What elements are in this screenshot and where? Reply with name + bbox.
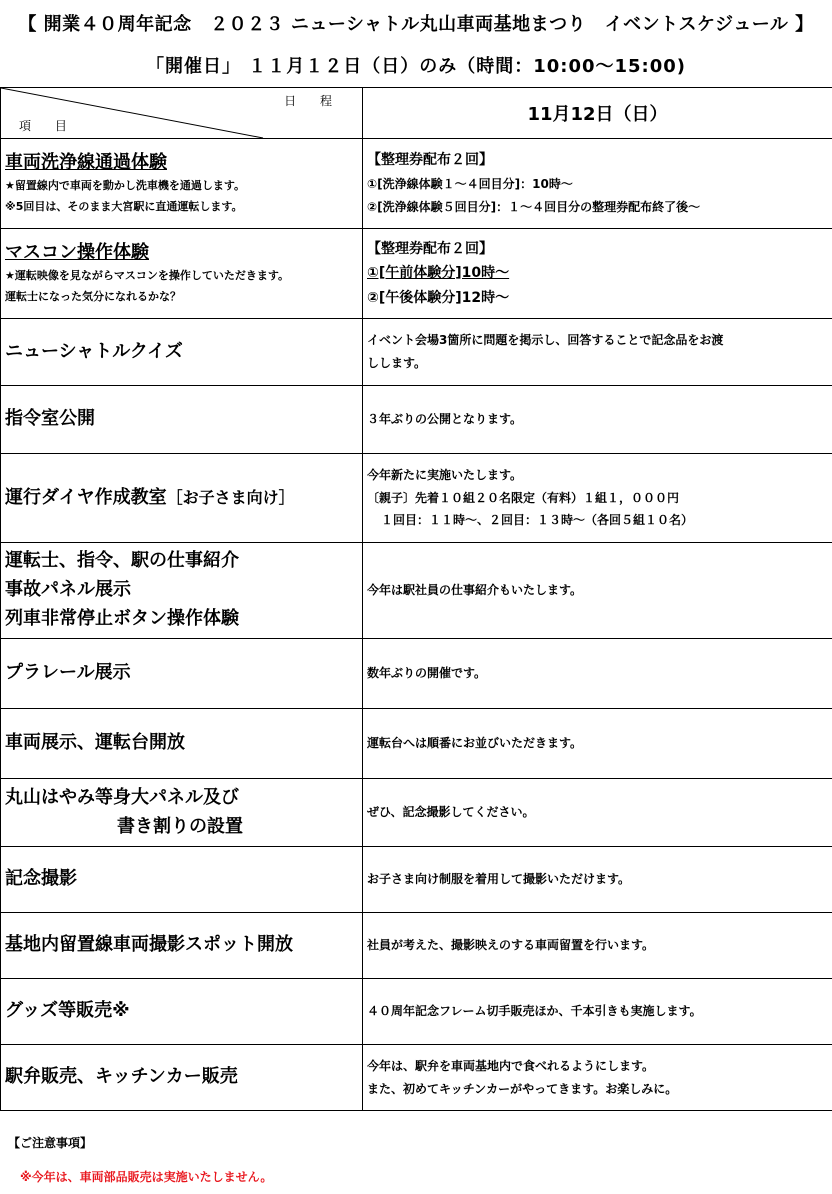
table-row	[1, 229, 832, 319]
detail-cell	[363, 319, 832, 386]
detail-cell	[363, 709, 832, 779]
item-title: 基地内留置線車両撮影スポット開放	[5, 934, 293, 956]
item-title: 記念撮影	[5, 868, 77, 890]
detail-line: 今年は、駅弁を車両基地内で食べれるようにします。	[367, 1058, 655, 1073]
item-title-line: 丸山はやみ等身大パネル及び	[5, 786, 239, 808]
detail-line: 今年は駅社員の仕事紹介もいたします。	[367, 583, 583, 598]
detail-line: ３年ぶりの公開となります。	[367, 412, 523, 427]
item-title: グッズ等販売※	[5, 1000, 130, 1022]
detail-line: 数年ぶりの開催です。	[367, 666, 487, 681]
detail-line: 社員が考えた、撮影映えのする車両留置を行います。	[367, 938, 655, 953]
detail-cell	[363, 639, 832, 709]
detail-line: ②[洗浄線体験５回目分]：１〜４回目分の整理券配布終了後〜	[367, 199, 701, 214]
detail-cell	[363, 779, 832, 847]
table-row	[1, 979, 832, 1045]
item-note: ★運転映像を見ながらマスコンを操作していただきます。	[5, 269, 289, 283]
detail-cell	[363, 139, 832, 229]
item-cell	[1, 1045, 363, 1111]
item-title-line: 列車非常停止ボタン操作体験	[5, 607, 239, 629]
detail-cell	[363, 913, 832, 979]
item-cell	[1, 454, 363, 543]
table-row	[1, 386, 832, 454]
detail-line: ①[洗浄線体験１〜４回目分]：10時〜	[367, 176, 573, 191]
item-cell	[1, 639, 363, 709]
detail-cell	[363, 386, 832, 454]
table-header-row	[1, 88, 832, 139]
item-title: 車両展示、運転台開放	[5, 732, 185, 754]
detail-cell	[363, 1045, 832, 1111]
event-date: 「開催日」 １１月１２日（日）のみ（時間：10:00〜15:00)	[145, 56, 687, 77]
detail-line: ②[午後体験分]12時〜	[367, 289, 510, 306]
item-title: 駅弁販売、キッチンカー販売	[5, 1066, 238, 1088]
item-note: 運転士になった気分になれるかな？	[5, 290, 181, 303]
notes-warning: ※今年は、車両部品販売は実施いたしません。	[20, 1170, 273, 1184]
item-cell	[1, 319, 363, 386]
detail-cell	[363, 847, 832, 913]
item-title: 指令室公開	[5, 408, 95, 430]
detail-line: また、初めてキッチンカーがやってきます。お楽しみに。	[367, 1081, 678, 1096]
item-cell	[1, 847, 363, 913]
item-cell	[1, 386, 363, 454]
detail-cell	[363, 543, 832, 639]
item-title-line: 書き割りの設置	[117, 815, 243, 837]
table-row	[1, 913, 832, 979]
detail-cell	[363, 229, 832, 319]
detail-cell	[363, 454, 832, 543]
schedule-table	[0, 87, 832, 1111]
detail-line: しします。	[367, 356, 427, 370]
item-title-line: 事故パネル展示	[5, 579, 131, 601]
item-cell	[1, 979, 363, 1045]
item-cell	[1, 913, 363, 979]
table-row	[1, 454, 832, 543]
detail-line: イベント会場3箇所に問題を掲示し、回答することで記念品をお渡	[367, 333, 724, 348]
item-note: ★留置線内で車両を動かし洗車機を通過します。	[5, 179, 245, 193]
detail-line: １回目：１１時〜、２回目：１３時〜（各回５組１０名）	[381, 513, 694, 528]
detail-line: 【整理券配布２回】	[367, 240, 493, 257]
header-schedule-label: 日 程	[284, 94, 342, 108]
item-title-line	[5, 484, 358, 513]
detail-line: 〔親子〕先着１０組２０名限定（有料）１組１，０００円	[367, 490, 680, 505]
page-title: 【 開業４０周年記念 ２０２３ ニューシャトル丸山車両基地まつり イベントスケジュール 】	[18, 14, 814, 35]
detail-line: 今年新たに実施いたします。	[367, 467, 523, 482]
item-note: ※5回目は、そのまま大宮駅に直通運転します。	[5, 200, 243, 213]
item-cell	[1, 139, 363, 229]
item-title: 車両洗浄線通過体験	[5, 152, 167, 174]
item-title: ニューシャトルクイズ	[5, 340, 183, 362]
item-title-suffix: ［お子さま向け］	[166, 487, 295, 507]
table-row	[1, 779, 832, 847]
item-title-line: 運転士、指令、駅の仕事紹介	[5, 550, 239, 572]
table-row	[1, 847, 832, 913]
item-cell	[1, 709, 363, 779]
table-row	[1, 709, 832, 779]
corner-header-cell	[1, 88, 363, 139]
table-row	[1, 319, 832, 386]
detail-cell	[363, 979, 832, 1045]
table-row	[1, 139, 832, 229]
header-item-label: 項 目	[19, 119, 77, 133]
header-day-cell: 11月12日（日）	[363, 88, 832, 139]
item-title: プラレール展示	[5, 662, 131, 684]
table-row	[1, 543, 832, 639]
detail-line: 運転台へは順番にお並びいただきます。	[367, 736, 583, 751]
item-cell	[1, 543, 363, 639]
table-row	[1, 639, 832, 709]
detail-line: ４０周年記念フレーム切手販売ほか、千本引きも実施します。	[367, 1004, 702, 1019]
item-title: マスコン操作体験	[5, 242, 149, 264]
table-row	[1, 1045, 832, 1111]
detail-line: ①[午前体験分]10時〜	[367, 265, 510, 282]
item-cell	[1, 779, 363, 847]
notes-title: 【ご注意事項】	[8, 1136, 93, 1150]
detail-line: 【整理券配布２回】	[367, 152, 493, 169]
detail-line: お子さま向け制服を着用して撮影いただけます。	[367, 872, 631, 887]
item-cell	[1, 229, 363, 319]
item-title: 運行ダイヤ作成教室	[5, 486, 167, 508]
detail-line: ぜひ、記念撮影してください。	[367, 805, 535, 820]
